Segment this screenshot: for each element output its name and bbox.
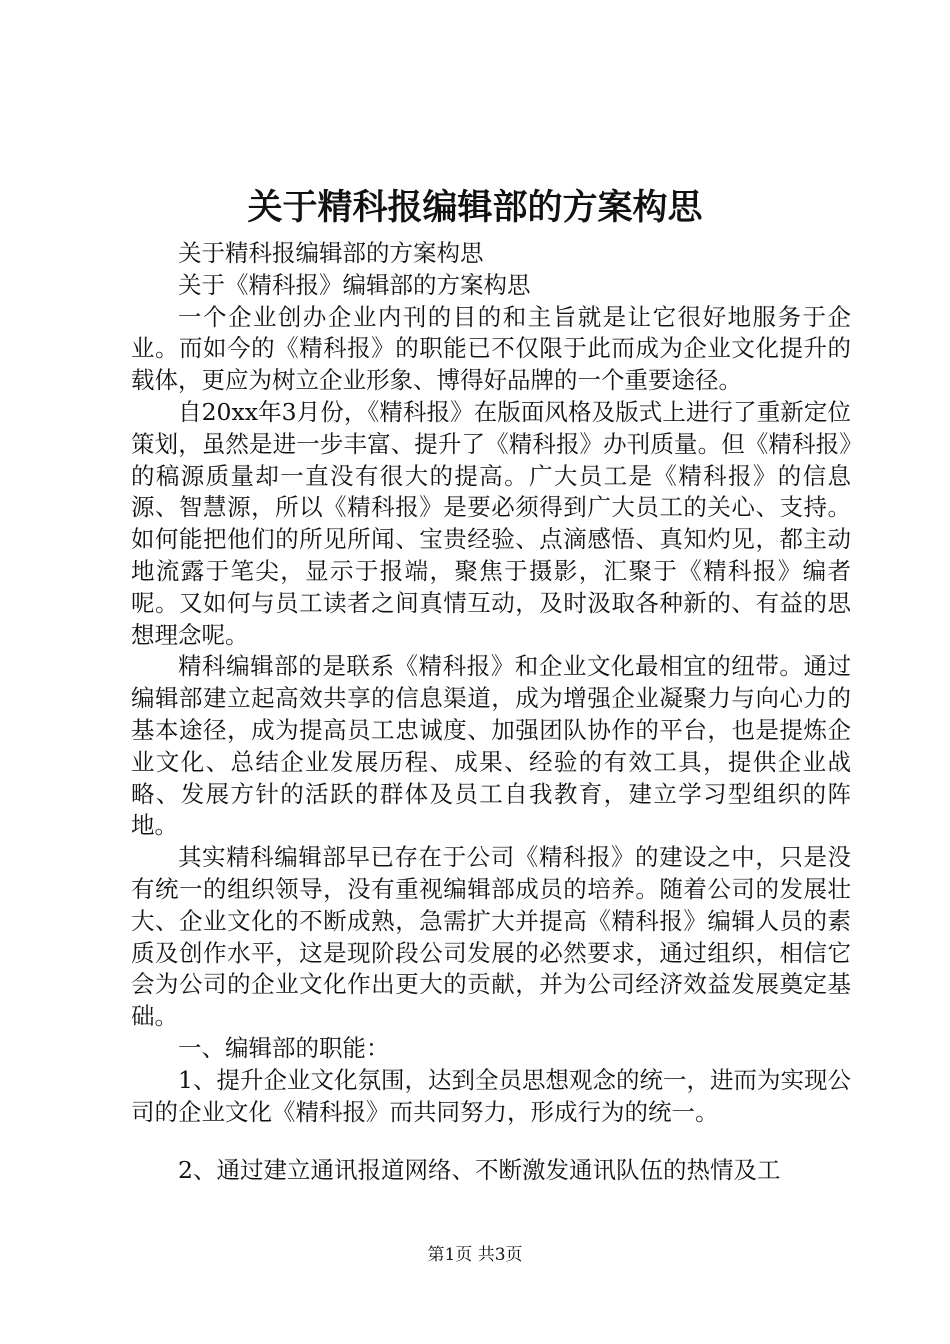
page-footer: 第1页 共3页 (427, 1245, 523, 1265)
document-body (131, 238, 851, 1187)
paragraph-subtitle: 关于精科报编辑部的方案构思 (178, 239, 484, 267)
list-item-function-1: 1、提升企业文化氛围，达到全员思想观念的统一，进而为实现公司的企业文化《精科报》而共同努力，形成行为的统一。 (131, 1065, 851, 1126)
paragraph-intro: 一个企业创办企业内刊的目的和主旨就是让它很好地服务于企业。而如今的《精科报》的职能已不仅限于此而成为企业文化提升的载体，更应为树立企业形象、博得好品牌的一个重要途径。 (131, 302, 851, 395)
list-item-function-2: 2、通过建立通讯报道网络、不断激发通讯队伍的热情及工 (178, 1156, 781, 1185)
paragraph-subtitle-quoted: 关于《精科报》编辑部的方案构思 (178, 270, 531, 299)
document-title: 关于精科报编辑部的方案构思 (247, 187, 703, 228)
paragraph-background: 自20xx年3月份，《精科报》在版面风格及版式上进行了重新定位策划，虽然是进一步丰富、提升了《精科报》办刊质量。但《精科报》的稿源质量却一直没有很大的提高。广大员工是《精科报》的信息源、智慧源，所以《精科报》是要必须得到广大员工的关心、支持。如何能把他们的所见所闻、宝贵经验、点滴感悟、真知灼见，都主动地流露于笔尖，显示于报端，聚焦于摄影，汇聚于《精科报》编者呢。又如何与员工读者之间真情互动，及时汲取各种新的、有益的思想理念呢。 (131, 397, 851, 649)
section-heading-functions: 一、编辑部的职能： (178, 1033, 390, 1062)
paragraph-role: 精科编辑部的是联系《精科报》和企业文化最相宜的纽带。通过编辑部建立起高效共享的信息渠道，成为增强企业凝聚力与向心力的基本途径，成为提高员工忠诚度、加强团队协作的平台，也是提炼企业文化、总结企业发展历程、成果、经验的有效工具，提供企业战略、发展方针的活跃的群体及员工自我教育，建立学习型组织的阵地。 (131, 652, 851, 840)
paragraph-existing: 其实精科编辑部早已存在于公司《精科报》的建设之中，只是没有统一的组织领导，没有重视编辑部成员的培养。随着公司的发展壮大、企业文化的不断成熟，急需扩大并提高《精科报》编辑人员的素质及创作水平，这是现阶段公司发展的必然要求，通过组织，相信它会为公司的企业文化作出更大的贡献，并为公司经济效益发展奠定基础。 (131, 843, 851, 1031)
